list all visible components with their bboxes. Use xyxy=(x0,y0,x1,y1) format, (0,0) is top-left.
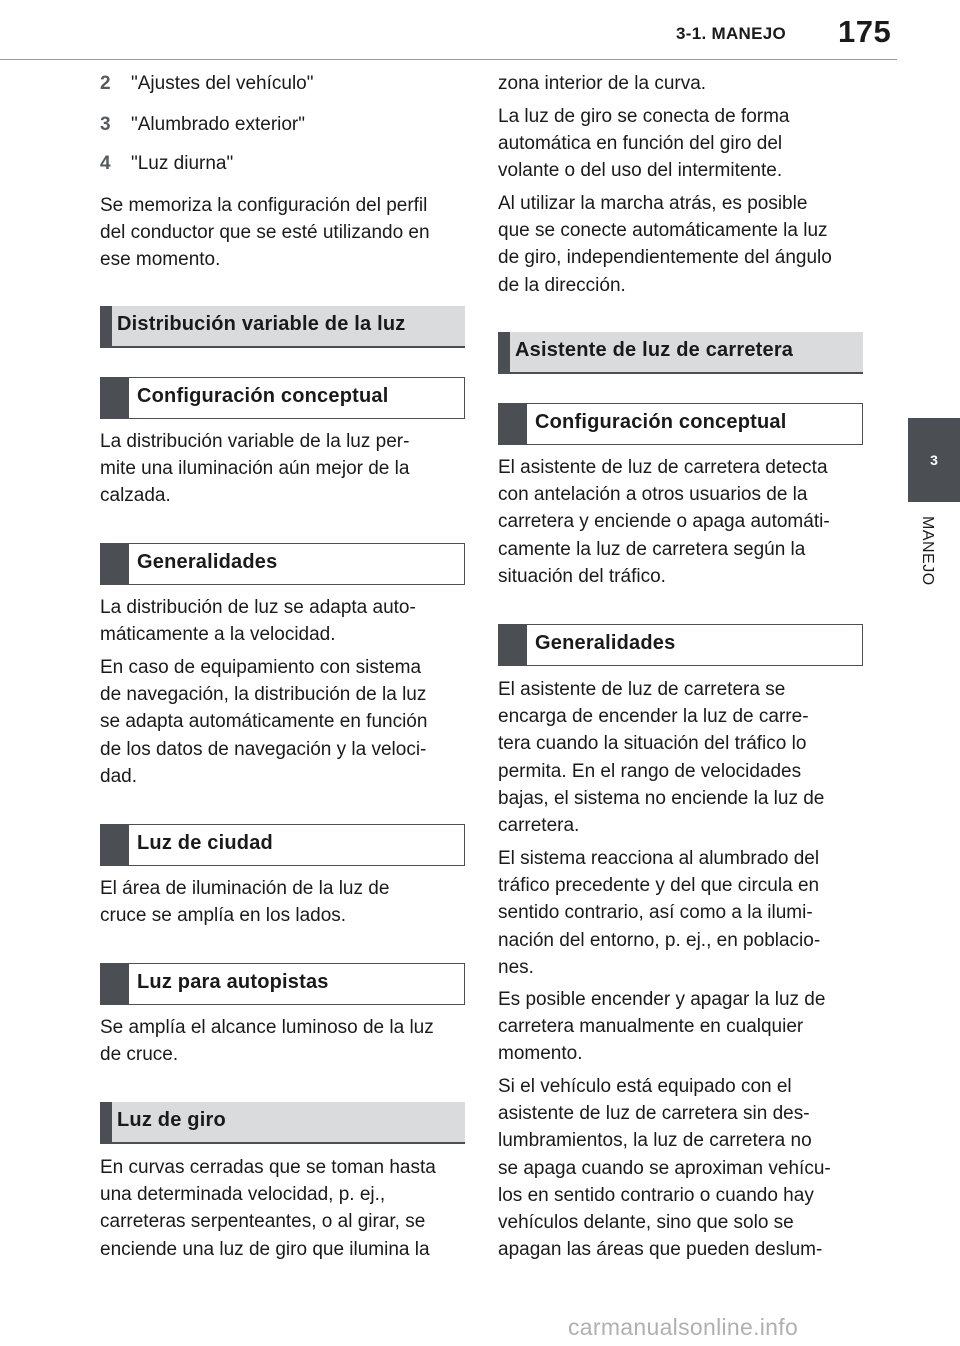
paragraph-generalidades-2b: El sistema reacciona al alumbrado del tráfico precedente y del que circula en sentido contrario, así como a la ilumi- nación del entorno, p. ej., en poblacio- nes. xyxy=(498,848,821,978)
paragraph-configuracion-2: El asistente de luz de carretera detecta con antelación a otros usuarios de la carretera y enciende o apaga automáti- camente la luz de carretera según la situación del tráfico. xyxy=(498,457,830,587)
paragraph-giro-conexion: La luz de giro se conecta de forma automática en función del giro del volante o del uso del intermitente. xyxy=(498,106,790,182)
paragraph-continuation: zona interior de la curva. xyxy=(498,73,707,94)
paragraph-giro-marcha-atras: Al utilizar la marcha atrás, es posible que se conecte automáticamente la luz de giro, independientemente del ángulo de la dirección. xyxy=(498,193,832,296)
heading-asistente: Asistente de luz de carretera xyxy=(498,332,863,374)
header-rule xyxy=(0,59,897,60)
chapter-tab: 3 xyxy=(908,418,960,502)
subheading-generalidades: Generalidades xyxy=(100,543,465,585)
subheading-configuracion: Configuración conceptual xyxy=(100,377,465,419)
subheading-configuracion-2: Configuración conceptual xyxy=(498,403,863,445)
chapter-label-text: MANEJO xyxy=(919,516,936,586)
paragraph-generalidades-a: La distribución de luz se adapta auto- máticamente a la velocidad. xyxy=(100,597,416,646)
paragraph-generalidades-2a: El asistente de luz de carretera se encarga de encender la luz de carre- tera cuando la situación del tráfico lo permita. En el rango de velocidades bajas, el sistema no enciende la luz de carretera. xyxy=(498,679,825,837)
list-item xyxy=(100,150,233,177)
list-item xyxy=(100,70,313,97)
chapter-label xyxy=(916,514,940,604)
list-number: 2 xyxy=(100,73,111,94)
list-text: "Luz diurna" xyxy=(131,153,234,174)
paragraph-generalidades-2d: Si el vehículo está equipado con el asistente de luz de carretera sin des- lumbramientos, la luz de carretera no se apaga cuando se aproximan vehícu- los en sentido contrario o cuando hay vehículos delante, sino que solo se apagan las áreas que pueden deslum- xyxy=(498,1076,831,1261)
paragraph-generalidades-2c: Es posible encender y apagar la luz de carretera manualmente en cualquier momento. xyxy=(498,989,826,1065)
heading-distribucion: Distribución variable de la luz xyxy=(100,306,465,348)
list-text: "Alumbrado exterior" xyxy=(131,114,306,135)
watermark: carmanualsonline.info xyxy=(568,1314,799,1340)
list-number: 3 xyxy=(100,114,111,135)
subheading-luz-autopistas: Luz para autopistas xyxy=(100,963,465,1005)
paragraph-generalidades-b: En caso de equipamiento con sistema de navegación, la distribución de la luz se adapta automáticamente en función de los datos de navegación y la veloci- dad. xyxy=(100,657,428,787)
list-text: "Ajustes del vehículo" xyxy=(131,73,314,94)
page-number: 175 xyxy=(838,14,892,49)
paragraph-intro: Se memoriza la configuración del perfil del conductor que se esté utilizando en ese momento. xyxy=(100,195,430,271)
list-item xyxy=(100,111,305,138)
list-number: 4 xyxy=(100,153,111,174)
paragraph-luz-ciudad: El área de iluminación de la luz de cruce se amplía en los lados. xyxy=(100,878,390,927)
running-header-section: 3-1. MANEJO xyxy=(676,24,787,43)
paragraph-luz-autopistas: Se amplía el alcance luminoso de la luz de cruce. xyxy=(100,1017,434,1066)
subheading-luz-ciudad: Luz de ciudad xyxy=(100,824,465,866)
subheading-generalidades-2: Generalidades xyxy=(498,624,863,666)
heading-luz-giro: Luz de giro xyxy=(100,1102,465,1144)
paragraph-luz-giro: En curvas cerradas que se toman hasta una determinada velocidad, p. ej., carreteras serpenteantes, o al girar, se enciende una luz de giro que ilumina la xyxy=(100,1157,436,1260)
paragraph-configuracion: La distribución variable de la luz per- mite una iluminación aún mejor de la calzada. xyxy=(100,431,410,507)
